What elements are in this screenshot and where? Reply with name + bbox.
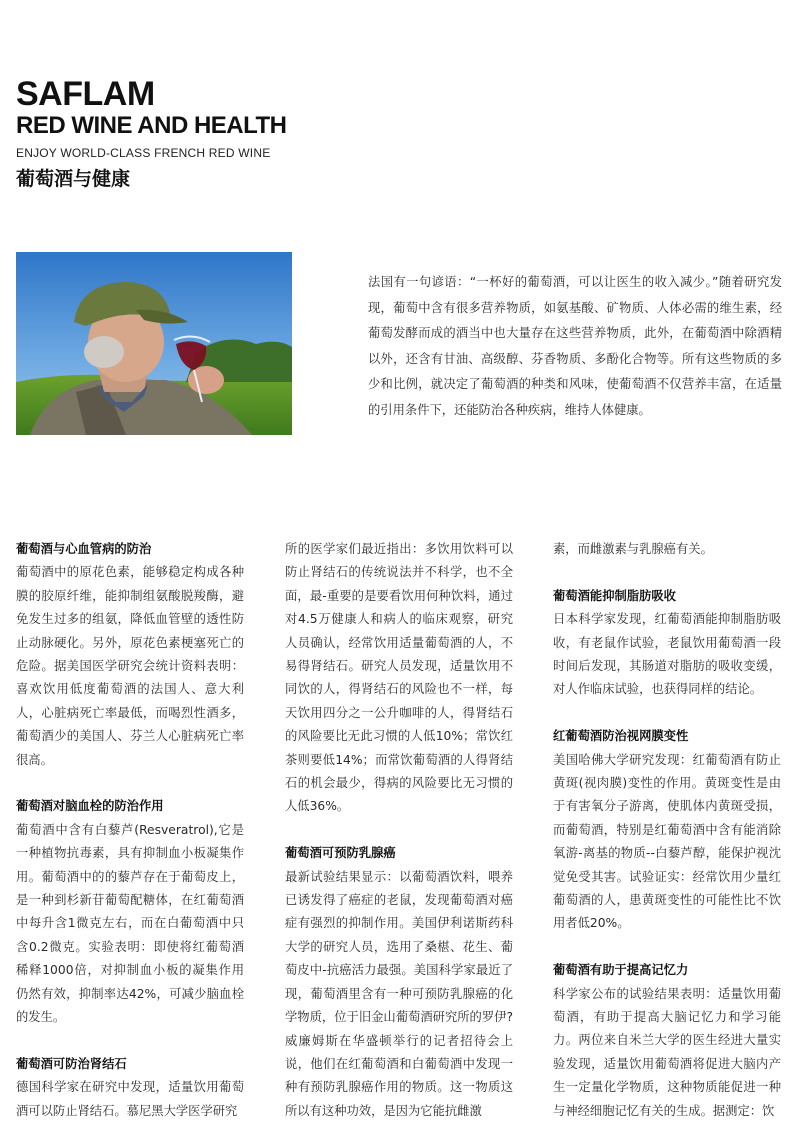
english-subtitle: RED WINE AND HEALTH [16,112,287,139]
section-body: 最新试验结果显示：以葡萄酒饮料，喂养已诱发得了癌症的老鼠，发现葡萄酒对癌症有强烈的抑制作用。美国伊利诺斯药科大学的研究人员，选用了桑椹、花生、葡萄皮中-抗癌活力最强。美国科学家最近了现，葡萄酒里含有一种可预防乳腺癌的化学物质，位于旧金山葡萄酒研究所的罗伊?威廉姆斯在华盛顿举行的记者招待会上说，他们在红葡萄酒和白葡萄酒中发现一种有预防乳腺癌作用的物质。这一物质这所以有这种功效，是因为它能抗雌激 [285,869,513,1118]
section-title: 葡萄酒有助于提高记忆力 [553,963,689,978]
section-title: 葡萄酒与心血管病的防治 [16,542,152,556]
section-title: 葡萄酒能抑制脂肪吸收 [553,588,676,603]
section-body: 所的医学家们最近指出：多饮用饮料可以防止肾结石的传统说法并不科学，也不全面，最-重要的是要看饮用何种饮料，通过对4.5万健康人和病人的临床观察，研究人员确认，经常饮用适量葡萄酒的人，不易得肾结石。研究人员发现，适量饮用不同饮的人，得肾结石的风险也不一样，每天饮用四分之一公升咖啡的人，得肾结石的风险要比无此习惯的人低10%；常饮红茶则要低14%；而常饮葡萄酒的人得肾结石的机会最少，得病的风险要比无习惯的人低36%。 [285,542,513,814]
section-title: 红葡萄酒防治视网膜变性 [553,729,689,744]
tagline: ENJOY WORLD-CLASS FRENCH RED WINE [16,146,271,160]
page-header [16,76,286,192]
man-drinking-wine-photo [16,252,292,435]
column-3 [553,538,781,1123]
section-body: 葡萄酒中含有白藜芦(Resveratrol),它是一种植物抗毒素，具有抑制血小板凝集作用。葡萄酒中的的藜芦存在于葡萄皮上，是一种到杉新苷葡萄配糖体，在红葡萄酒中每升含1微克左右，而在白葡萄酒中只含0.2微克。实验表明：即使将红葡萄酒稀释1000倍，对抑制血小板的凝集作用仍然有效，抑制率达42%，可减少脑血栓的发生。 [16,822,244,1025]
chinese-title: 葡萄酒与健康 [16,168,131,190]
column-1 [16,538,244,1123]
section-body: 素，而雌激素与乳腺癌有关。 [553,542,713,556]
section-title: 葡萄酒对脑血栓的防治作用 [16,799,164,814]
section-body: 葡萄酒中的原花色素，能够稳定构成各种膜的胶原纤维，能抑制组氨酸脱羧酶，避免发生过多的组氨，降低血管壁的透性防止动脉硬化。另外，原花色素梗塞死亡的危险。据美国医学研究会统计资料表明：喜欢饮用低度葡萄酒的法国人、意大利人，心脏病死亡率最低，而喝烈性酒多，葡萄酒少的美国人、芬兰人心脏病死亡率很高。 [16,565,244,767]
section-title: 葡萄酒可预防乳腺癌 [285,846,396,861]
section-body: 日本科学家发现，红葡萄酒能抑制脂肪吸收，有老鼠作试验，老鼠饮用葡萄酒一段时间后发现，其肠道对脂肪的吸收变缓，对人作临床试验，也获得同样的结论。 [553,612,781,697]
section-body: 科学家公布的试验结果表明：适量饮用葡萄酒，有助于提高大脑记忆力和学习能力。两位来自米兰大学的医生经进大量实验发现，适量饮用葡萄酒将促进大脑内产生一定量化学物质，这种物质能促进一种与神经细胞记忆有关的生成。据测定：饮 [553,986,781,1118]
section-body: 美国哈佛大学研究发现：红葡萄酒有防止黄斑(视肉膜)变性的作用。黄斑变性是由于有害氧分子游离，使肌体内黄斑受损，而葡萄酒，特别是红葡萄酒中含有能消除氧游-离基的物质--白藜芦醇，能保护视沈觉免受其害。试验证实：经常饮用少量红葡萄酒的人，患黄斑变性的可能性比不饮用者低20%。 [553,752,781,931]
section-title: 葡萄酒可防治肾结石 [16,1056,127,1071]
section-body: 德国科学家在研究中发现，适量饮用葡萄酒可以防止肾结石。慕尼黑大学医学研究 [16,1080,244,1118]
column-2 [285,538,513,1123]
intro-paragraph: 法国有一句谚语：“一杯好的葡萄酒，可以让医生的收入减少。”随着研究发现，葡萄中含有很多营养物质，如氨基酸、矿物质、人体必需的维生素，经葡萄发酵而成的酒当中也大量存在这些营养物质，此外，在葡萄酒中除酒精以外，还含有甘油、高级醇、芬香物质、多酚化合物等。所有这些物质的多少和比例，就决定了葡萄酒的种类和风味，使葡萄酒不仅营养丰富，在适量的引用条件下，还能防治各种疾病，维持人体健康。 [368,275,782,417]
brand-title: SAFLAM [16,75,155,113]
